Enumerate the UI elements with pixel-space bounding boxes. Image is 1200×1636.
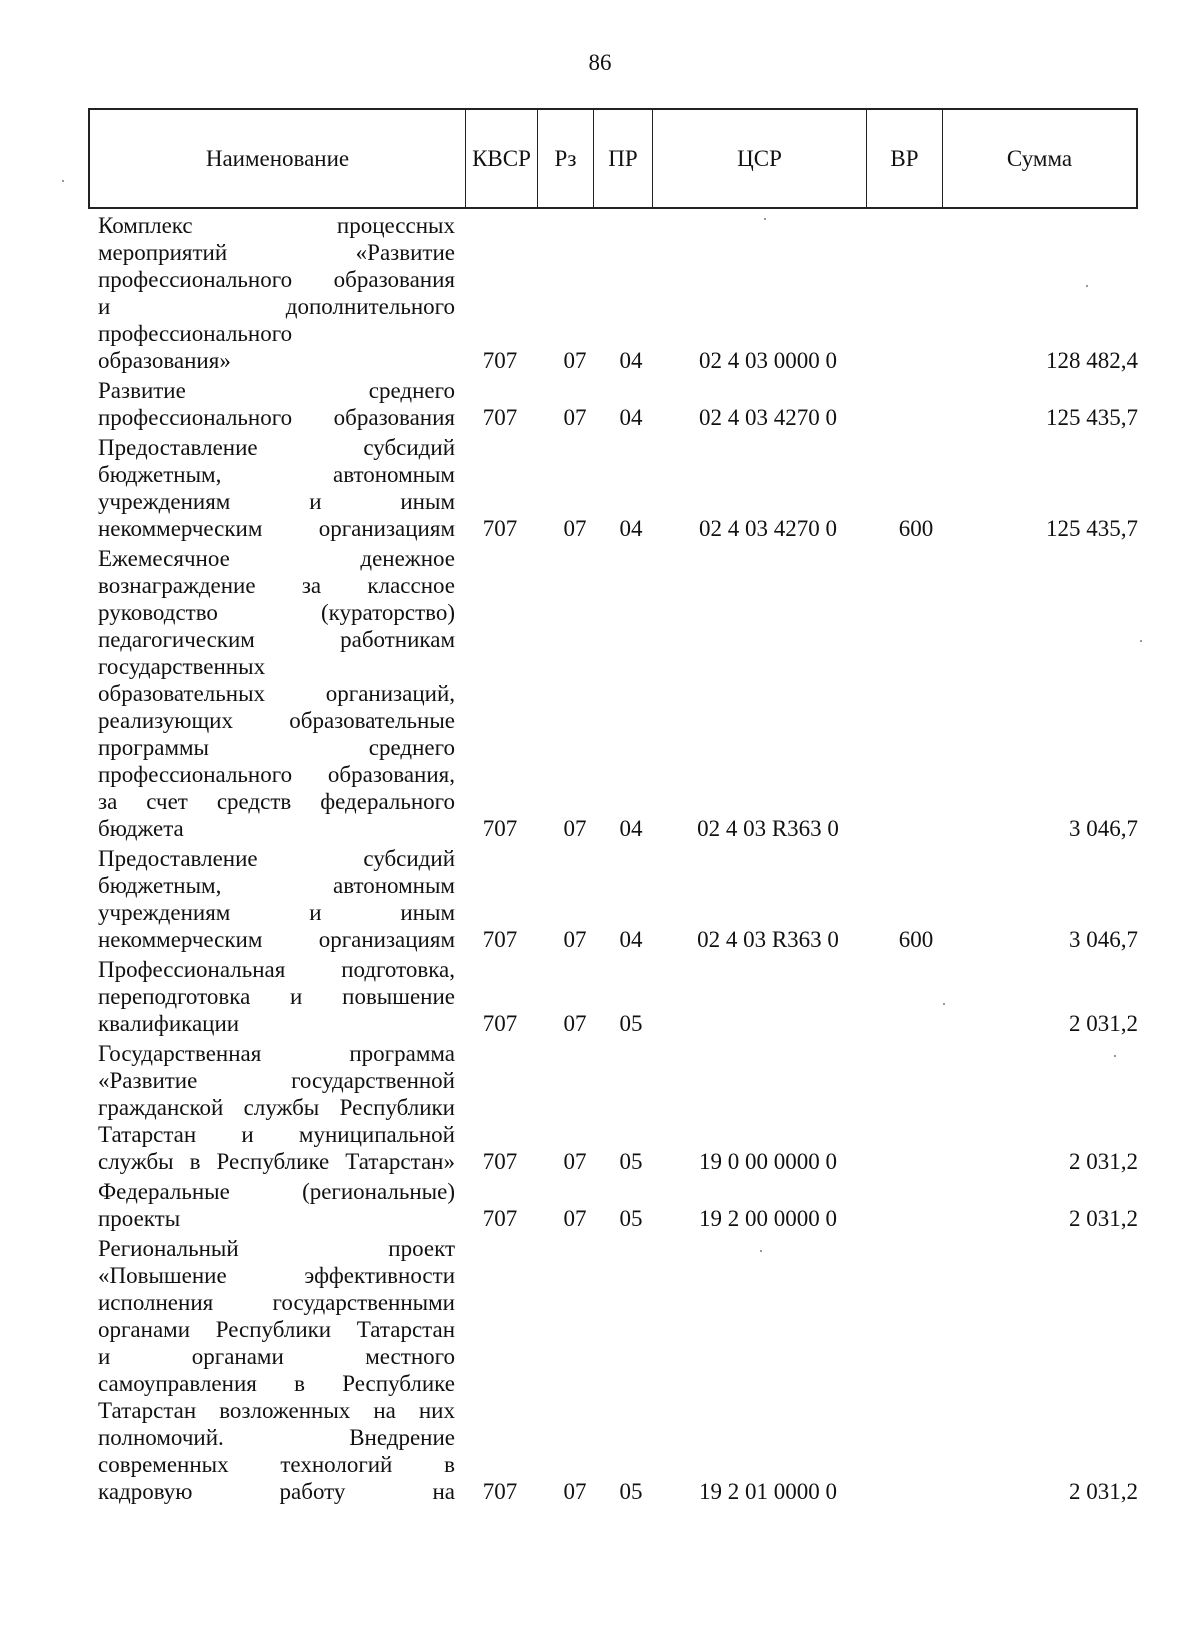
row-name-line: Региональный проект [98,1236,455,1261]
row-name [88,212,455,374]
row-pr: 04 [619,927,643,952]
row-name-line: Татарстан и муниципальной [98,1122,455,1147]
row-name-line: профессионального образования [98,267,455,292]
row-name-line: «Повышение эффективности [98,1263,455,1288]
row-name-line: бюджетным, автономным [98,873,455,898]
row-name-line: образовательных организаций, [98,681,455,706]
row-name-line: профессионального образования [98,405,455,430]
row-kvsr: 707 [482,927,518,952]
row-name [88,956,455,1037]
row-name-line: «Развитие государственной [98,1068,455,1093]
table-row [88,1235,1138,1505]
row-pr: 05 [619,1149,643,1174]
row-name-line: бюджета [98,816,184,841]
row-rz: 07 [563,1206,587,1231]
table-row [88,434,1138,542]
row-name-line: проекты [98,1206,181,1231]
page-number: 86 [588,50,612,75]
row-csr: 02 4 03 0000 0 [699,348,837,373]
row-sum: 125 435,7 [1046,405,1138,430]
row-name [88,1178,455,1232]
row-kvsr: 707 [482,1206,518,1231]
header-kvsr: КВСР [466,110,538,207]
row-sum: 3 046,7 [1069,927,1138,952]
row-csr: 02 4 03 4270 0 [699,516,837,541]
row-name-line: реализующих образовательные [98,708,455,733]
row-name-line: некоммерческим организациям [98,516,455,541]
table-header [88,108,1138,209]
row-name-line: мероприятий «Развитие [98,240,455,265]
row-name-line: руководство (кураторство) [98,600,455,625]
row-pr: 04 [619,405,643,430]
row-name [88,1235,455,1505]
row-pr: 05 [619,1011,643,1036]
row-rz: 07 [563,1149,587,1174]
row-name-line: кадровую работу на [98,1479,455,1504]
row-vr: 600 [898,516,934,541]
row-rz: 07 [563,1011,587,1036]
row-name-line: Профессиональная подготовка, [98,957,455,982]
row-pr: 04 [619,516,643,541]
row-name-line: Комплекс процессных [98,213,455,238]
row-kvsr: 707 [482,816,518,841]
row-name-line: за счет средств федерального [98,789,455,814]
table-body [88,212,1138,1508]
row-name-line: службы в Республике Татарстан» [98,1149,455,1174]
row-kvsr: 707 [482,1479,518,1504]
row-name-line: профессионального [98,321,293,346]
header-rz: Рз [538,110,594,207]
row-name-line: современных технологий в [98,1452,455,1477]
row-name-line: Предоставление субсидий [98,435,455,460]
row-name-line: Татарстан возложенных на них [98,1398,455,1423]
table-row [88,377,1138,431]
row-rz: 07 [563,405,587,430]
row-kvsr: 707 [482,1149,518,1174]
header-vr: ВР [867,110,943,207]
row-name-line: Федеральные (региональные) [98,1179,455,1204]
row-csr: 02 4 03 4270 0 [699,405,837,430]
row-csr: 19 2 00 0000 0 [699,1206,837,1231]
row-name-line: и органами местного [98,1344,455,1369]
row-csr: 02 4 03 R363 0 [697,927,839,952]
row-rz: 07 [563,816,587,841]
row-rz: 07 [563,516,587,541]
row-name-line: бюджетным, автономным [98,462,455,487]
row-csr: 19 2 01 0000 0 [699,1479,837,1504]
row-name-line: и дополнительного [98,294,455,319]
table-row [88,1040,1138,1175]
table-row [88,845,1138,953]
row-pr: 04 [619,816,643,841]
table-row [88,1178,1138,1232]
row-pr: 05 [619,1206,643,1231]
row-name-line: органами Республики Татарстан [98,1317,455,1342]
row-name-line: гражданской службы Республики [98,1095,455,1120]
row-vr: 600 [898,927,934,952]
row-kvsr: 707 [482,348,518,373]
row-name-line: самоуправления в Республике [98,1371,455,1396]
header-csr: ЦСР [653,110,867,207]
header-pr: ПР [594,110,653,207]
row-kvsr: 707 [482,516,518,541]
row-name-line: Ежемесячное денежное [98,546,455,571]
row-name [88,545,455,842]
row-name-line: квалификации [98,1011,240,1036]
row-name-line: педагогическим работникам [98,627,455,652]
row-rz: 07 [563,927,587,952]
row-kvsr: 707 [482,1011,518,1036]
row-name-line: исполнения государственными [98,1290,455,1315]
row-name-line: Развитие среднего [98,378,455,403]
row-sum: 2 031,2 [1069,1149,1138,1174]
table-row [88,545,1138,842]
row-csr: 19 0 00 0000 0 [699,1149,837,1174]
row-name-line: учреждениям и иным [98,489,455,514]
row-name-line: Государственная программа [98,1041,455,1066]
row-sum: 2 031,2 [1069,1479,1138,1504]
row-sum: 3 046,7 [1069,816,1138,841]
row-name-line: учреждениям и иным [98,900,455,925]
row-name-line: профессионального образования, [98,762,455,787]
header-sum: Сумма [1006,145,1073,171]
row-kvsr: 707 [482,405,518,430]
row-rz: 07 [563,1479,587,1504]
row-name-line: государственных [98,654,266,679]
row-name-line: Предоставление субсидий [98,846,455,871]
row-name-line: переподготовка и повышение [98,984,455,1009]
row-name [88,434,455,542]
table-row [88,956,1138,1037]
row-name-line: вознаграждение за классное [98,573,455,598]
table-row [88,212,1138,374]
header-name: Наименование [90,110,466,207]
row-csr: 02 4 03 R363 0 [697,816,839,841]
row-sum: 2 031,2 [1069,1011,1138,1036]
row-rz: 07 [563,348,587,373]
row-sum: 125 435,7 [1046,516,1138,541]
row-sum: 2 031,2 [1069,1206,1138,1231]
row-name-line: программы среднего [98,735,455,760]
row-sum: 128 482,4 [1046,348,1138,373]
row-pr: 04 [619,348,643,373]
row-name [88,377,455,431]
row-name [88,1040,455,1175]
row-name-line: полномочий. Внедрение [98,1425,455,1450]
row-name-line: образования» [98,348,231,373]
row-pr: 05 [619,1479,643,1504]
row-name-line: некоммерческим организациям [98,927,455,952]
row-name [88,845,455,953]
